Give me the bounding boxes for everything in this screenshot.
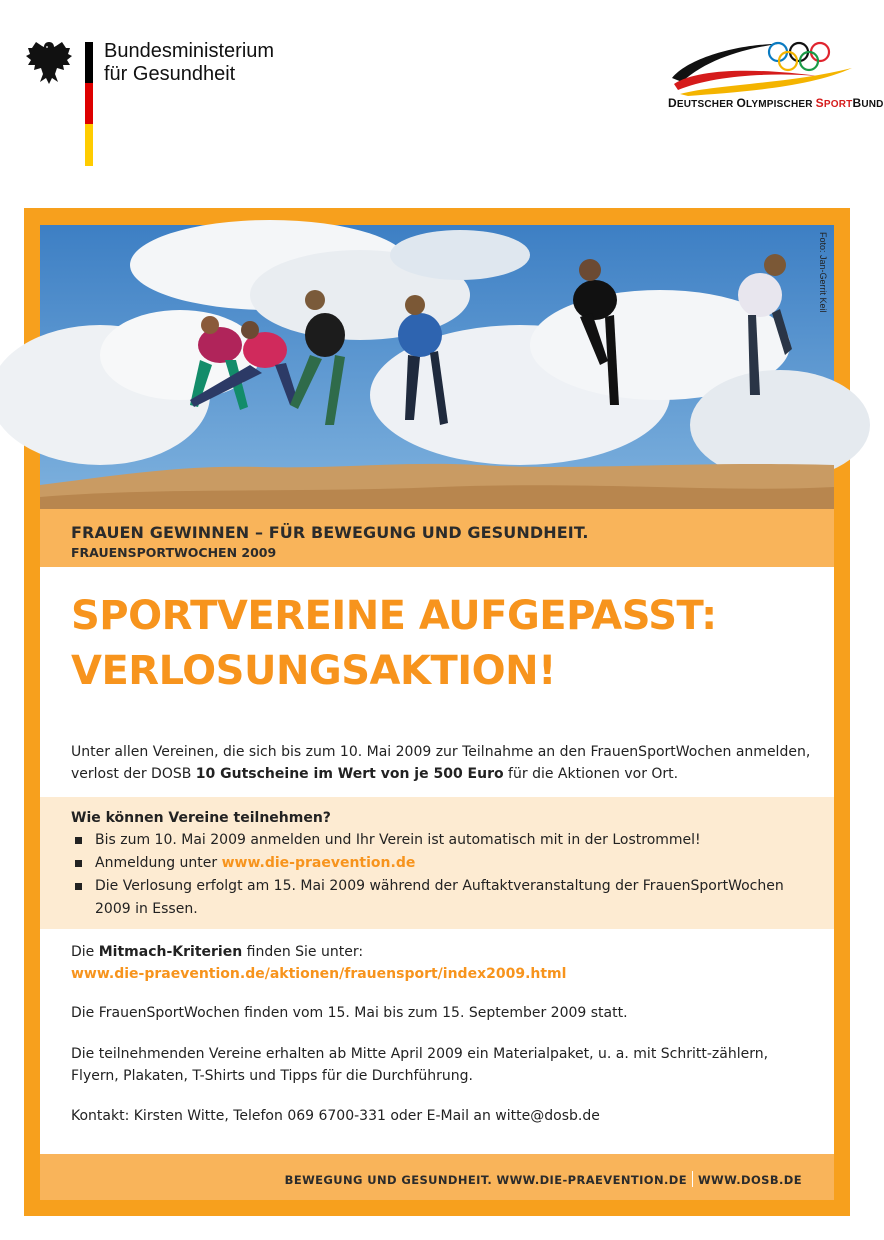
list-item <box>71 875 791 921</box>
campaign-subtitle: FRAUENSPORTWOCHEN 2009 <box>71 545 277 560</box>
dosb-letter-s: S <box>815 96 824 110</box>
list-item-text: Anmeldung unter <box>95 855 222 871</box>
ministry-name-line2: für Gesundheit <box>104 63 236 85</box>
participation-question: Wie können Vereine teilnehmen? <box>71 810 331 826</box>
list-item-text: Bis zum 10. Mai 2009 anmelden und Ihr Verein ist automatisch mit in der Lostrommel! <box>95 832 701 848</box>
campaign-band <box>40 509 834 567</box>
list-item <box>71 852 791 875</box>
dosb-letter-b: B <box>852 96 862 110</box>
dosb-letter-d: D <box>668 96 677 110</box>
intro-text-bold: 10 Gutscheine im Wert von je 500 Euro <box>195 766 504 782</box>
participation-box <box>40 797 834 929</box>
headline-line1: SPORTVEREINE AUFGEPASST: <box>71 593 717 639</box>
footer-text <box>285 1171 802 1187</box>
material-paragraph: Die teilnehmenden Vereine erhalten ab Mitte April 2009 ein Materialpaket, u. a. mit Schritt-zählern, Flyern, Plakaten, T-Shirts und Tipps für die Durchführung. <box>71 1046 769 1084</box>
participation-list <box>71 829 834 921</box>
footer-divider <box>692 1171 693 1187</box>
criteria-link[interactable]: www.die-praevention.de/aktionen/frauensport/index2009.html <box>71 966 567 982</box>
criteria-suffix: finden Sie unter: <box>242 944 364 960</box>
criteria-prefix: Die <box>71 944 99 960</box>
photo-credit: Foto: Jan-Gerrit Keil <box>818 232 828 313</box>
footer-text-part2[interactable]: WWW.DOSB.DE <box>697 1173 802 1187</box>
german-flag-bar <box>85 42 93 166</box>
intro-paragraph <box>71 741 821 785</box>
headline-line2: VERLOSUNGSAKTION! <box>71 648 556 694</box>
bullet-square-icon <box>75 860 82 867</box>
jumping-women-photo <box>40 225 834 509</box>
dosb-letter-o: O <box>736 96 747 110</box>
dosb-name <box>668 96 884 110</box>
intro-text-b: für die Aktionen vor Ort. <box>503 766 679 782</box>
footer-text-part1[interactable]: BEWEGUNG UND GESUNDHEIT. WWW.DIE-PRAEVENTION.DE <box>284 1173 687 1187</box>
intro-text-a: Unter allen Vereinen, die sich bis zum 10. Mai 2009 zur Teilnahme an den FrauenSportWochen anmelden, verlost der DOSB <box>71 744 811 782</box>
criteria-bold: Mitmach-Kriterien <box>98 944 243 960</box>
dosb-word-lympischer: LYMPISCHER <box>746 99 816 110</box>
ministry-name <box>104 40 274 86</box>
dosb-word-port: PORT <box>823 99 853 110</box>
campaign-title: FRAUEN GEWINNEN – FÜR BEWEGUNG UND GESUNDHEIT. <box>71 523 589 542</box>
dosb-word-eutscher: EUTSCHER <box>676 99 737 110</box>
praevention-link[interactable]: www.die-praevention.de <box>221 855 416 871</box>
bullet-square-icon <box>75 883 82 890</box>
federal-eagle-icon <box>24 38 74 88</box>
dates-paragraph: Die FrauenSportWochen finden vom 15. Mai bis zum 15. September 2009 statt. <box>71 1005 628 1021</box>
footer-band <box>40 1154 834 1200</box>
criteria-paragraph <box>71 941 821 985</box>
contact-paragraph: Kontakt: Kirsten Witte, Telefon 069 6700-331 oder E-Mail an witte@dosb.de <box>71 1108 600 1124</box>
list-item-text: Die Verlosung erfolgt am 15. Mai 2009 während der Auftaktveranstaltung der FrauenSportWochen 2009 in Essen. <box>95 878 784 917</box>
dosb-word-und: UND <box>861 99 884 110</box>
ministry-name-line1: Bundesministerium <box>104 40 275 62</box>
bullet-square-icon <box>75 837 82 844</box>
list-item <box>71 829 791 852</box>
headline <box>71 589 831 699</box>
